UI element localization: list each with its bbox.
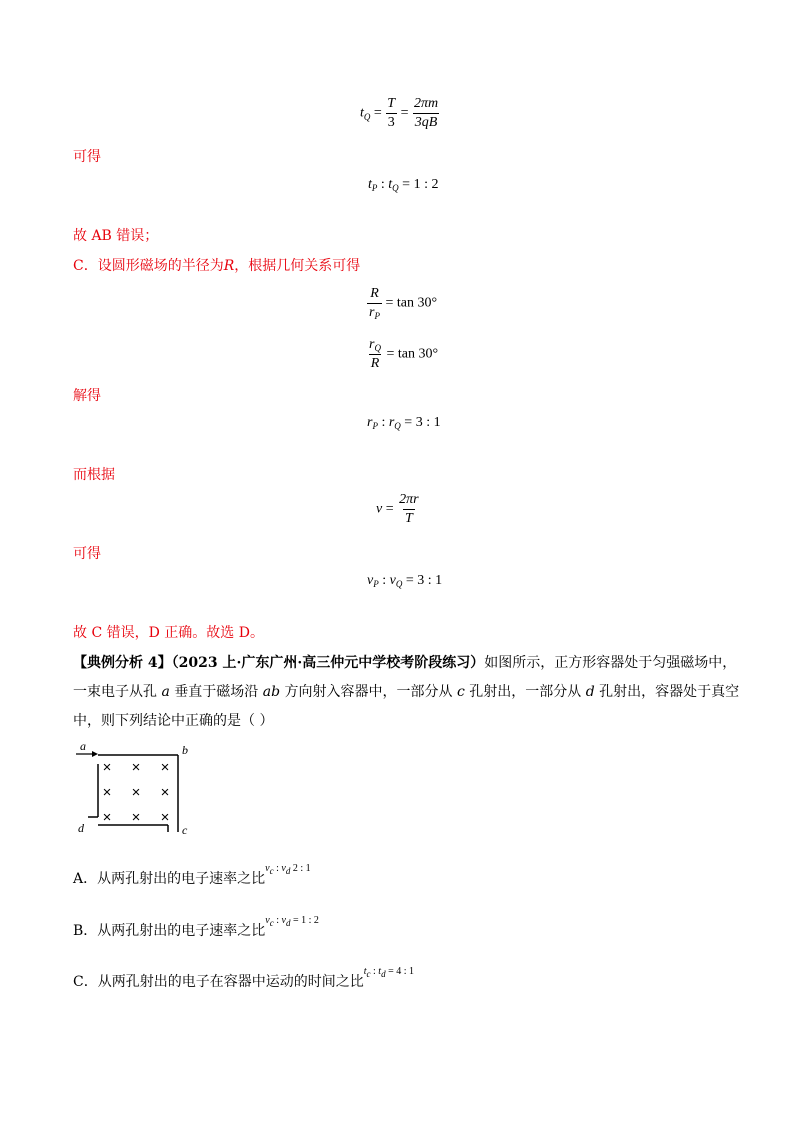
question-line-3: 中，则下列结论中正确的是（ ） [73, 713, 274, 729]
question-variable: ab [262, 684, 281, 700]
eq-subscript: Q [394, 421, 401, 431]
equation-tp-tq [368, 177, 438, 193]
text-option-c-intro [73, 256, 360, 276]
eq-rhs: = tan 30° [385, 295, 438, 311]
equation-r-over-rp [367, 286, 437, 321]
question-variable: a [161, 684, 170, 700]
fraction-denominator: 3qB [414, 115, 438, 130]
eq-subscript: c [269, 918, 274, 928]
text-kede-2: 可得 [73, 546, 101, 562]
field-cross: × [102, 784, 112, 801]
eq-rhs: 2 : 1 [290, 863, 311, 874]
eq-subscript: c [366, 969, 371, 979]
question-line-1 [73, 649, 739, 678]
eq-subscript: c [269, 866, 274, 876]
option-b[interactable] [73, 910, 319, 939]
fraction-numerator: T [387, 96, 396, 111]
text-segment: ，根据几何关系可得 [234, 258, 361, 274]
eq-symbol: v [265, 863, 270, 874]
fraction-numerator [367, 337, 383, 354]
example-question [73, 649, 739, 736]
fraction-numerator: 2πm [414, 96, 439, 111]
field-cross: × [131, 784, 141, 801]
arrow-head [92, 751, 98, 757]
eq-colon: : [273, 915, 282, 926]
square-container-diagram [70, 740, 200, 840]
eq-subscript: Q [392, 183, 399, 193]
magnetic-field-crosses [103, 759, 170, 826]
equation-v [376, 492, 421, 527]
field-cross: × [102, 809, 112, 826]
eq-symbol: r [369, 337, 375, 352]
eq-sign: = [385, 501, 394, 517]
eq-rhs: = 3 : 1 [402, 573, 443, 588]
equation-tq [360, 96, 440, 131]
question-line-2 [73, 678, 739, 707]
option-text: B．从两孔射出的电子速率之比 [73, 923, 266, 939]
eq-subscript: d [285, 918, 291, 928]
field-cross: × [160, 759, 170, 776]
eq-subscript: P [374, 311, 380, 321]
eq-symbol: r [369, 305, 375, 320]
label-c: c [182, 823, 188, 837]
example-tag: 【典例分析 4】 [73, 655, 172, 671]
question-variable: d [585, 684, 595, 700]
eq-sign: = [373, 105, 382, 121]
eq-subscript: d [381, 969, 386, 979]
eq-colon: : [378, 573, 390, 588]
eq-subscript: Q [374, 343, 381, 353]
label-b: b [182, 743, 188, 757]
fraction-numerator: 2πr [399, 492, 419, 507]
field-cross: × [131, 759, 141, 776]
text-ab-wrong: 故 AB 错误； [73, 228, 159, 244]
text-ergenju: 而根据 [73, 467, 115, 483]
eq-subscript: Q [363, 111, 371, 122]
eq-symbol: t [363, 966, 367, 977]
eq-subscript: Q [395, 579, 403, 589]
equation-vp-vq [367, 573, 442, 589]
label-a: a [80, 740, 86, 753]
question-text: 一束电子从孔 [73, 684, 162, 700]
fraction-denominator [367, 303, 382, 321]
text-kede-1: 可得 [73, 149, 101, 165]
fraction-denominator: T [404, 511, 413, 526]
question-text: 垂直于磁场沿 [169, 684, 263, 700]
equation-rq-over-r [367, 337, 438, 372]
text-conclusion: 故 C 错误，D 正确。故选 D。 [73, 625, 264, 641]
fraction-denominator: 3 [387, 115, 395, 130]
eq-symbol: t [378, 966, 382, 977]
fraction [367, 286, 382, 321]
question-text: 方向射入容器中，一部分从 [280, 684, 457, 700]
label-d: d [78, 821, 84, 835]
eq-rhs: = 1 : 2 [398, 177, 439, 192]
eq-symbol: t [368, 177, 372, 192]
text-segment: C．设圆形磁场的半径为 [73, 258, 224, 274]
eq-symbol: r [367, 415, 373, 430]
eq-symbol: v [281, 863, 286, 874]
eq-subscript: P [372, 421, 378, 431]
eq-subscript: P [373, 579, 379, 589]
option-formula [265, 915, 319, 926]
eq-subscript: P [371, 183, 378, 193]
eq-sign: = [400, 105, 409, 121]
eq-symbol: t [360, 105, 364, 121]
question-variable: c [456, 684, 465, 700]
text-variable: R [223, 258, 235, 274]
option-formula [265, 863, 310, 874]
option-a[interactable] [73, 858, 311, 887]
eq-subscript: d [285, 866, 291, 876]
fraction [367, 337, 383, 372]
option-text: A．从两孔射出的电子速率之比 [73, 871, 266, 887]
field-cross: × [102, 759, 112, 776]
field-cross: × [131, 809, 141, 826]
field-cross: × [160, 784, 170, 801]
eq-symbol: t [388, 177, 393, 192]
eq-symbol: v [389, 573, 396, 588]
field-cross: × [160, 809, 170, 826]
fraction-numerator: R [370, 286, 379, 301]
fraction [397, 492, 420, 527]
question-text: 孔射出，容器处于真空 [594, 684, 740, 700]
text-jiede: 解得 [73, 388, 101, 404]
eq-symbol: v [367, 573, 374, 588]
question-text: 孔射出，一部分从 [464, 684, 586, 700]
eq-rhs: = tan 30° [386, 346, 439, 362]
eq-symbol: v [265, 915, 270, 926]
eq-colon: : [377, 415, 389, 430]
eq-symbol: r [388, 415, 395, 430]
fraction [385, 96, 397, 131]
eq-symbol: v [281, 915, 286, 926]
option-c[interactable] [73, 961, 414, 990]
eq-colon: : [377, 177, 389, 192]
eq-colon: : [273, 863, 282, 874]
equation-rp-rq [367, 415, 441, 431]
option-formula [364, 966, 414, 977]
eq-rhs: = 4 : 1 [385, 966, 414, 977]
eq-symbol: v [376, 501, 383, 517]
fraction-denominator: R [370, 356, 380, 371]
eq-rhs: = 3 : 1 [400, 415, 441, 430]
example-source: （2023 上·广东广州·高三仲元中学校考阶段练习） [171, 655, 485, 671]
fraction [412, 96, 440, 131]
eq-rhs: = 1 : 2 [290, 915, 319, 926]
eq-colon: : [370, 966, 379, 977]
option-text: C．从两孔射出的电子在容器中运动的时间之比 [73, 974, 364, 990]
question-text: 如图所示，正方形容器处于匀强磁场中， [484, 655, 737, 671]
